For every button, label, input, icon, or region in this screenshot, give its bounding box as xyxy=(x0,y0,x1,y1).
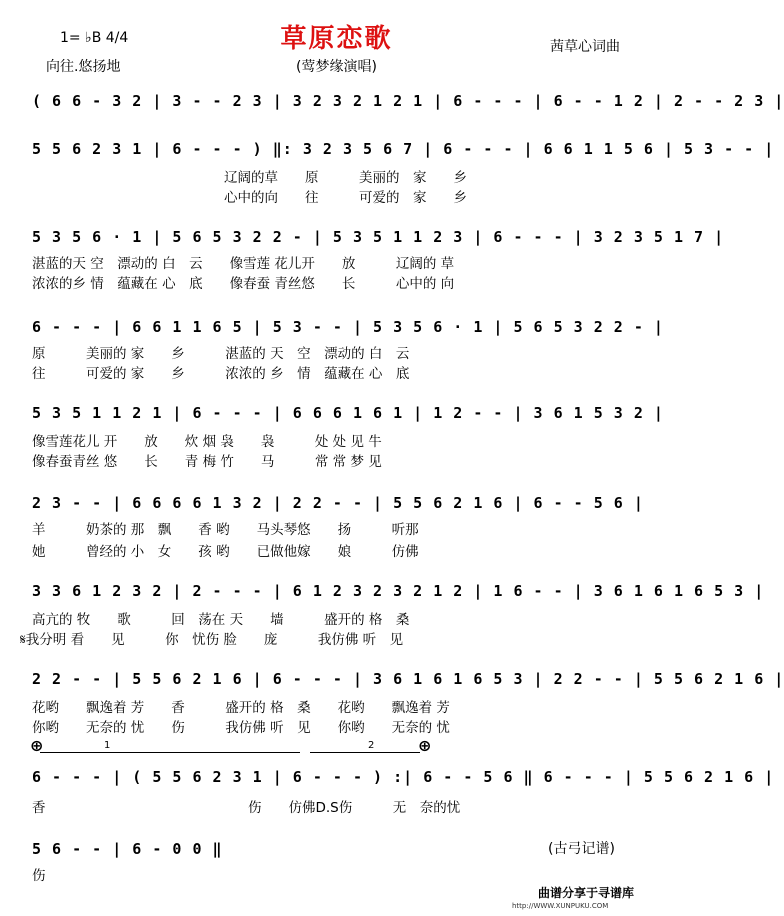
system-8-notes: 2 2 - - | 5 5 6 2 1 6 | 6 - - - | 3 6 1 6 1 6 5 3 | 2 2 - - | 5 5 6 2 1 6 | xyxy=(32,670,784,688)
system-3-lyrics-1: 湛蓝的天 空 漂动的 白 云 像雪莲 花儿开 放 辽阔的 草 xyxy=(32,256,455,272)
coda-mark-right: ⊕ xyxy=(418,736,432,755)
system-7-lyrics-2: 𝄋我分明 看 见 你 忧伤 脸 庞 我仿佛 听 见 xyxy=(20,632,404,648)
system-6-lyrics-1: 羊 奶茶的 那 飘 香 哟 马头琴悠 扬 听那 xyxy=(32,522,419,538)
system-4-lyrics-2: 往 可爱的 家 乡 浓浓的 乡 情 蕴藏在 心 底 xyxy=(32,366,410,382)
volta-2-bracket xyxy=(310,752,420,753)
volta-2-label: 2 xyxy=(368,740,375,751)
system-10-notes: 5 6 - - | 6 - 0 0 ‖ xyxy=(32,840,223,858)
system-7-lyrics-1: 高亢的 牧 歌 回 荡在 天 墙 盛开的 格 桑 xyxy=(32,612,410,628)
system-6-lyrics-2: 她 曾经的 小 女 孩 哟 已做他嫁 娘 仿佛 xyxy=(32,544,419,560)
notation-credit: (古弓记谱) xyxy=(548,841,615,857)
singer-credit: (莺梦缘演唱) xyxy=(296,59,377,75)
system-5-lyrics-1: 像雪莲花儿 开 放 炊 烟 袅 袅 处 处 见 牛 xyxy=(32,434,382,450)
key-signature: 1= ♭B 4/4 xyxy=(60,30,129,46)
song-title: 草原恋歌 xyxy=(280,24,393,54)
system-4-lyrics-1: 原 美丽的 家 乡 湛蓝的 天 空 漂动的 白 云 xyxy=(32,346,410,362)
system-2-lyrics-2: 心中的向 往 可爱的 家 乡 xyxy=(224,190,467,206)
system-4-notes: 6 - - - | 6 6 1 1 6 5 | 5 3 - - | 5 3 5 6 · 1 | 5 6 5 3 2 2 - | xyxy=(32,318,664,336)
footer-site-text: 曲谱分享于寻谱库 xyxy=(538,886,635,900)
system-9-notes: 6 - - - | ( 5 5 6 2 3 1 | 6 - - - ) :| 6 - - 5 6 ‖ 6 - - - | 5 5 6 2 1 6 | xyxy=(32,768,775,786)
system-3-notes: 5 3 5 6 · 1 | 5 6 5 3 2 2 - | 5 3 5 1 1 2 3 | 6 - - - | 3 2 3 5 1 7 | xyxy=(32,228,725,246)
tempo-marking: 向往.悠扬地 xyxy=(46,59,121,75)
volta-1-label: 1 xyxy=(104,740,111,751)
system-7-notes: 3 3 6 1 2 3 2 | 2 - - - | 6 1 2 3 2 3 2 1 2 | 1 6 - - | 3 6 1 6 1 6 5 3 | xyxy=(32,582,765,600)
coda-mark-left: ⊕ xyxy=(30,736,44,755)
composer-credit: 茜草心词曲 xyxy=(550,39,620,55)
system-2-lyrics-1: 辽阔的草 原 美丽的 家 乡 xyxy=(224,170,467,186)
volta-1-bracket xyxy=(40,752,300,753)
system-3-lyrics-2: 浓浓的乡 情 蕴藏在 心 底 像春蚕 青丝悠 长 心中的 向 xyxy=(32,276,455,292)
system-8-lyrics-2: 你哟 无奈的 忧 伤 我仿佛 听 见 你哟 无奈的 忧 xyxy=(32,720,450,736)
system-5-lyrics-2: 像春蚕青丝 悠 长 青 梅 竹 马 常 常 梦 见 xyxy=(32,454,382,470)
system-10-lyrics-1: 伤 xyxy=(32,868,46,884)
system-6-notes: 2 3 - - | 6 6 6 6 1 3 2 | 2 2 - - | 5 5 6 2 1 6 | 6 - - 5 6 | xyxy=(32,494,644,512)
system-9-lyrics-1: 香 伤 仿佛D.S伤 无 奈的忧 xyxy=(32,800,461,816)
system-1-notes: ( 6 6 - 3 2 | 3 - - 2 3 | 3 2 3 2 1 2 1 | 6 - - - | 6 - - 1 2 | 2 - - 2 3 | xyxy=(32,92,784,110)
system-8-lyrics-1: 花哟 飘逸着 芳 香 盛开的 格 桑 花哟 飘逸着 芳 xyxy=(32,700,450,716)
system-5-notes: 5 3 5 1 1 2 1 | 6 - - - | 6 6 6 1 6 1 | 1 2 - - | 3 6 1 5 3 2 | xyxy=(32,404,664,422)
system-2-notes: 5 5 6 2 3 1 | 6 - - - ) ‖: 3 2 3 5 6 7 | 6 - - - | 6 6 1 1 5 6 | 5 3 - - | xyxy=(32,140,775,158)
footer-url[interactable]: http://WWW.XUNPUKU.COM xyxy=(512,902,609,910)
